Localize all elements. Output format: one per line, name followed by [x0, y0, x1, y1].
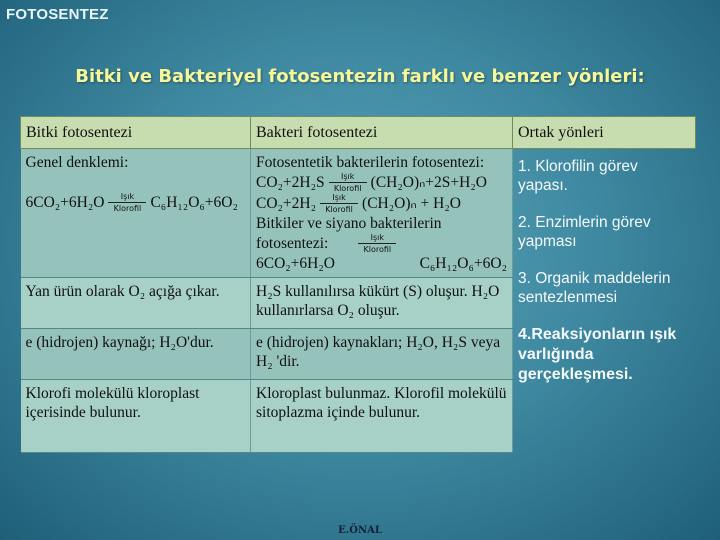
bacteria-byproduct: H₂S kullanılırsa kükürt (S) oluşur. H₂O kullanırlarsa O₂ oluşur. [251, 278, 513, 329]
reaction-arrow [329, 172, 367, 193]
reaction-arrow [108, 192, 146, 213]
plant-equation [26, 192, 246, 213]
eq-left: 6CO₂+6H₂O [256, 255, 335, 272]
bac-plant-line2-row [256, 233, 507, 254]
arrow-bottom: Klorofil [325, 205, 353, 214]
common-features-cell [513, 149, 696, 453]
common-item-1: 1. Klorofilin görev yapası. [518, 158, 638, 194]
bac-equation-3 [256, 254, 507, 273]
arrow-top: Işık [370, 233, 384, 242]
bacteria-equation-cell [251, 149, 513, 278]
comparison-table [20, 116, 696, 453]
bac-plant-line2: fotosentezi: [256, 235, 329, 252]
eq-right: C₆H₁₂O₆+6O₂ [150, 194, 238, 211]
slide-title: Bitki ve Bakteriyel fotosentezin farklı ve benzer yönleri: [75, 66, 645, 87]
arrow-top: Işık [332, 193, 346, 202]
top-label: FOTOSENTEZ [6, 6, 109, 23]
header-plant: Bitki fotosentezi [21, 117, 251, 149]
bac-equation-1 [256, 172, 507, 193]
plant-equation-cell [21, 149, 251, 278]
eq-left: CO₂+2H₂S [256, 174, 325, 191]
bac-equation-2 [256, 193, 507, 214]
common-item-4: 4.Reaksiyonların ışık varlığında gerçekleşmesi. [518, 326, 677, 383]
eq-right: (CH₂O)ₙ+2S+H₂O [370, 174, 487, 191]
arrow-top: Işık [120, 192, 135, 201]
plant-byproduct: Yan ürün olarak O₂ açığa çıkar. [21, 278, 251, 329]
table-row [21, 149, 696, 278]
reaction-arrow [320, 193, 358, 214]
eq-left: 6CO₂+6H₂O [25, 194, 105, 211]
common-item-3: 3. Organik maddelerin sentezlenmesi [518, 270, 671, 306]
arrow-bottom: Klorofil [333, 184, 362, 193]
arrow-bottom: Klorofil [113, 204, 142, 213]
header-row [21, 117, 696, 149]
arrow-bottom: Klorofil [363, 245, 392, 254]
header-common: Ortak yönleri [513, 117, 696, 149]
arrow-top: Işık [340, 172, 355, 181]
plant-chlorophyll-location: Klorofi molekülü kloroplast içerisinde bulunur. [21, 380, 251, 453]
eq-right: (CH₂O)ₙ + H₂O [362, 195, 461, 212]
plant-general-label: Genel denklemi: [25, 154, 129, 171]
bac-intro: Fotosentetik bakterilerin fotosentezi: [256, 154, 485, 171]
bacteria-hydrogen-source: e (hidrojen) kaynakları; H₂O, H₂S veya H₂ 'dir. [251, 329, 513, 380]
header-bacteria: Bakteri fotosentezi [251, 117, 513, 149]
bac-plant-line1: Bitkiler ve siyano bakterilerin [256, 215, 442, 232]
bacteria-chlorophyll-location: Kloroplast bulunmaz. Klorofil molekülü sitoplazma içinde bulunur. [251, 380, 513, 453]
eq-left: CO₂+2H₂ [256, 195, 317, 212]
eq-right: C₆H₁₂O₆+6O₂ [419, 255, 507, 272]
plant-hydrogen-source: e (hidrojen) kaynağı; H₂O'dur. [21, 329, 251, 380]
reaction-arrow [358, 233, 396, 254]
author-footer: E.ÖNAL [338, 525, 382, 536]
common-item-2: 2. Enzimlerin görev yapması [518, 214, 651, 250]
